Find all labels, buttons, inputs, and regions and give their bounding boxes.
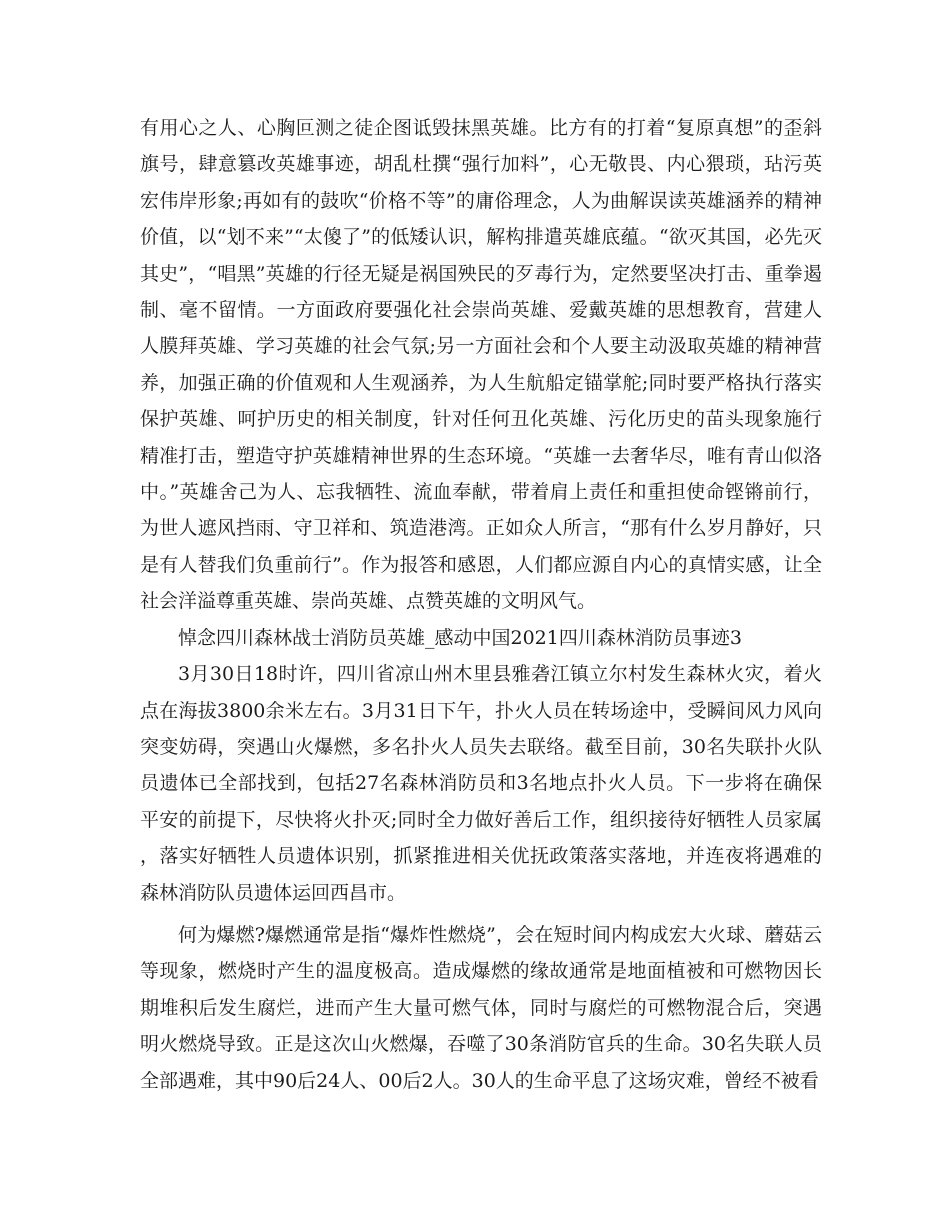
paragraph-fire-event: 3月30日18时许，四川省凉山州木里县雅砻江镇立尔村发生森林火灾，着火点在海拔3800余米左右。3月31日下午，扑火人员在转场途中，受瞬间风力风向突变妨碍，突遇山火爆燃，多名扑火人员失去联络。截至目前，30名失联扑火队员遗体已全部找到，包括27名森林消防员和3名地点扑火人员。下一步将在确保平安的前提下，尽快将火扑灭;同时全力做好善后工作，组织接待好牺牲人员家属，落实好牺牲人员遗体识别，抓紧推进相关优抚政策落实落地，并连夜将遇难的森林消防队员遗体运回西昌市。 — [140, 663, 822, 904]
section-title: 悼念四川森林战士消防员英雄_感动中国2021四川森林消防员事迹3 — [178, 626, 742, 649]
paragraph-deflagration: 何为爆燃?爆燃通常是指“爆炸性燃烧”，会在短时间内构成宏大火球、蘑菇云等现象，燃烧时产生的温度极高。造成爆燃的缘故通常是地面植被和可燃物因长期堆积后发生腐烂，进而产生大量可燃气体，同时与腐烂的可燃物混合后，突遇明火燃烧导致。正是这次山火燃爆，吞噬了30条消防官兵的生命。30名失联人员全部遇难，其中90后24人、00后2人。30人的生命平息了这场灾难，曾经不被看 — [140, 923, 822, 1092]
document-body — [140, 110, 822, 1099]
paragraph-hero-defense: 有用心之人、心胸叵测之徒企图诋毁抹黑英雄。比方有的打着“复原真想”的歪斜旗号，肆意篡改英雄事迹，胡乱杜撰“强行加料”，心无敬畏、内心猥琐，玷污英宏伟岸形象;再如有的鼓吹“价格不等”的庸俗理念，人为曲解误读英雄涵养的精神价值，以“划不来”“太傻了”的低矮认识，解构排遣英雄底蕴。“欲灭其国，必先灭其史”，“唱黑”英雄的行径无疑是祸国殃民的歹毒行为，定然要坚决打击、重拳遏制、毫不留情。一方面政府要强化社会崇尚英雄、爱戴英雄的思想教育，营建人人膜拜英雄、学习英雄的社会气氛;另一方面社会和个人要主动汲取英雄的精神营养，加强正确的价值观和人生观涵养，为人生航船定锚掌舵;同时要严格执行落实保护英雄、呵护历史的相关制度，针对任何丑化英雄、污化历史的苗头现象施行精准打击，塑造守护英雄精神世界的生态环境。“英雄一去奢华尽，唯有青山似洛中。”英雄舍己为人、忘我牺牲、流血奉献，带着肩上责任和重担使命铿锵前行，为世人遮风挡雨、守卫祥和、筑造港湾。正如众人所言，“那有什么岁月静好，只是有人替我们负重前行”。作为报答和感恩，人们都应源自内心的真情实感，让全社会洋溢尊重英雄、崇尚英雄、点赞英雄的文明风气。 — [140, 117, 822, 613]
